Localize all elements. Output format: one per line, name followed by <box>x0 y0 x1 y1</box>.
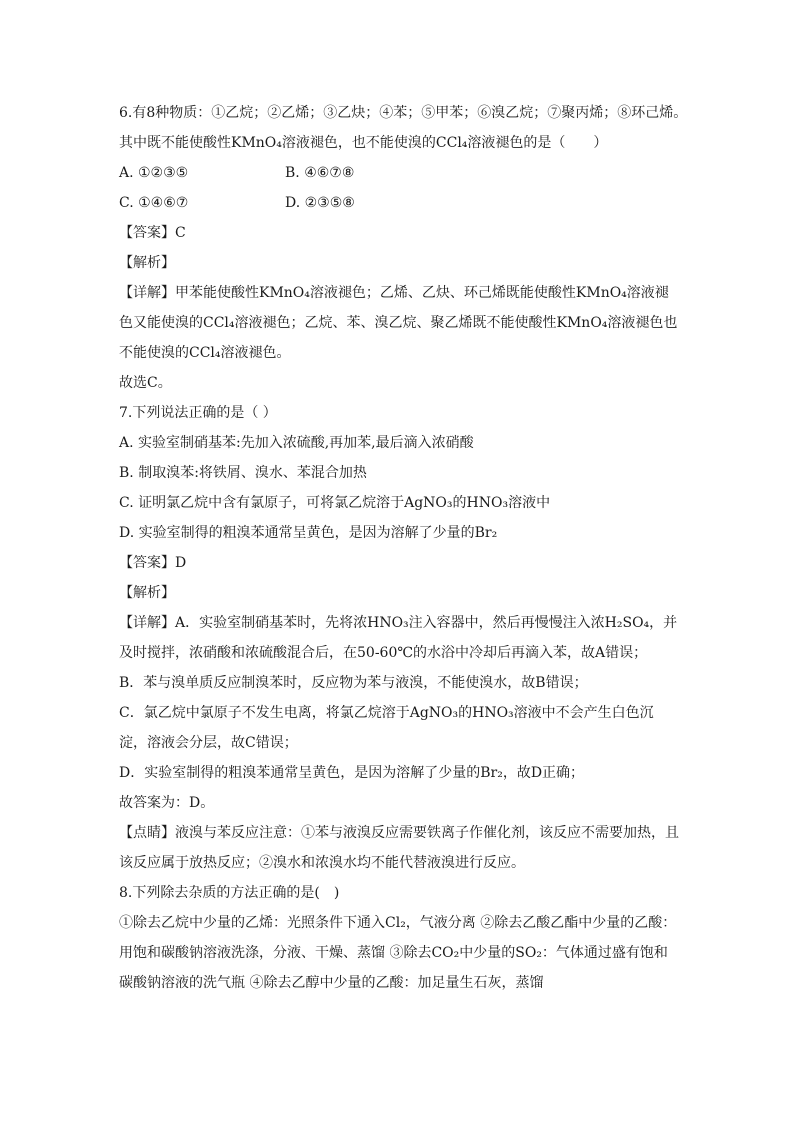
question-6-conclusion: 故选C。 <box>119 375 172 391</box>
question-6-options-row-1 <box>119 158 684 188</box>
question-6-detail-line-2: 色又能使溴的CCl₄溶液褪色；乙烷、苯、溴乙烷、聚乙烯既不能使酸性KMnO₄溶液褪色也 <box>119 315 678 331</box>
question-7-option-a: A. 实验室制硝基苯:先加入浓硫酸,再加苯,最后滴入浓硝酸 <box>119 435 474 451</box>
question-6-answer: 【答案】C <box>119 225 186 241</box>
question-7-detail-line-3: B．苯与溴单质反应制溴苯时，反应物为苯与液溴，不能使溴水，故B错误； <box>119 675 588 691</box>
question-7-analysis-title: 【解析】 <box>119 585 175 601</box>
option-d: D. ②③⑤⑧ <box>285 195 355 211</box>
question-6-stem-line-1: 6.有8种物质：①乙烷；②乙烯；③乙炔；④苯；⑤甲苯；⑥溴乙烷；⑦聚丙烯；⑧环己烯。 <box>119 105 688 121</box>
option-c: C. ①④⑥⑦ <box>119 195 189 211</box>
question-6-analysis-title: 【解析】 <box>119 255 175 271</box>
question-7-stem: 7.下列说法正确的是（ ） <box>119 405 277 421</box>
question-7-detail-line-2: 及时搅拌，浓硝酸和浓硫酸混合后，在50-60℃的水浴中冷却后再滴入苯，故A错误； <box>119 645 648 661</box>
question-7-detail-line-4: C．氯乙烷中氯原子不发生电离，将氯乙烷溶于AgNO₃的HNO₃溶液中不会产生白色沉 <box>119 705 654 721</box>
question-7-answer: 【答案】D <box>119 555 187 571</box>
option-a: A. ①②③⑤ <box>119 165 189 181</box>
question-7-detail-line-6: D．实验室制得的粗溴苯通常呈黄色，是因为溶解了少量的Br₂，故D正确； <box>119 765 585 781</box>
page-content <box>119 98 688 998</box>
question-8-body-line-1: ①除去乙烷中少量的乙烯：光照条件下通入Cl₂，气液分离 ②除去乙酸乙酯中少量的乙酸： <box>119 915 677 931</box>
question-6-stem-line-2: 其中既不能使酸性KMnO₄溶液褪色，也不能使溴的CCl₄溶液褪色的是（ ） <box>119 135 608 151</box>
question-6-detail-line-1: 【详解】甲苯能使酸性KMnO₄溶液褪色；乙烯、乙炔、环己烯既能使酸性KMnO₄溶液褪 <box>119 285 669 301</box>
question-7-conclusion: 故答案为：D。 <box>119 795 215 811</box>
question-7-note-line-2: 该反应属于放热反应；②溴水和浓溴水均不能代替液溴进行反应。 <box>119 855 525 871</box>
question-7-detail-line-5: 淀，溶液会分层，故C错误； <box>119 735 298 751</box>
question-7-note-line-1: 【点睛】液溴与苯反应注意：①苯与液溴反应需要铁离子作催化剂，该反应不需要加热，且 <box>119 825 679 841</box>
question-6-options-row-2 <box>119 188 684 218</box>
question-7-option-d: D. 实验室制得的粗溴苯通常呈黄色，是因为溶解了少量的Br₂ <box>119 525 498 541</box>
question-8-body-line-2: 用饱和碳酸钠溶液洗涤，分液、干燥、蒸馏 ③除去CO₂中少量的SO₂：气体通过盛有饱和 <box>119 945 668 961</box>
question-6-detail-line-3: 不能使溴的CCl₄溶液褪色。 <box>119 345 291 361</box>
question-8-stem: 8.下列除去杂质的方法正确的是( ) <box>119 885 340 901</box>
option-b: B. ④⑥⑦⑧ <box>285 165 355 181</box>
question-7-option-c: C. 证明氯乙烷中含有氯原子，可将氯乙烷溶于AgNO₃的HNO₃溶液中 <box>119 495 551 511</box>
question-7-option-b: B. 制取溴苯:将铁屑、溴水、苯混合加热 <box>119 465 367 481</box>
question-8-body-line-3: 碳酸钠溶液的洗气瓶 ④除去乙醇中少量的乙酸：加足量生石灰，蒸馏 <box>119 975 544 991</box>
question-7-detail-line-1: 【详解】A．实验室制硝基苯时，先将浓HNO₃注入容器中，然后再慢慢注入浓H₂SO₄，并 <box>119 615 678 631</box>
